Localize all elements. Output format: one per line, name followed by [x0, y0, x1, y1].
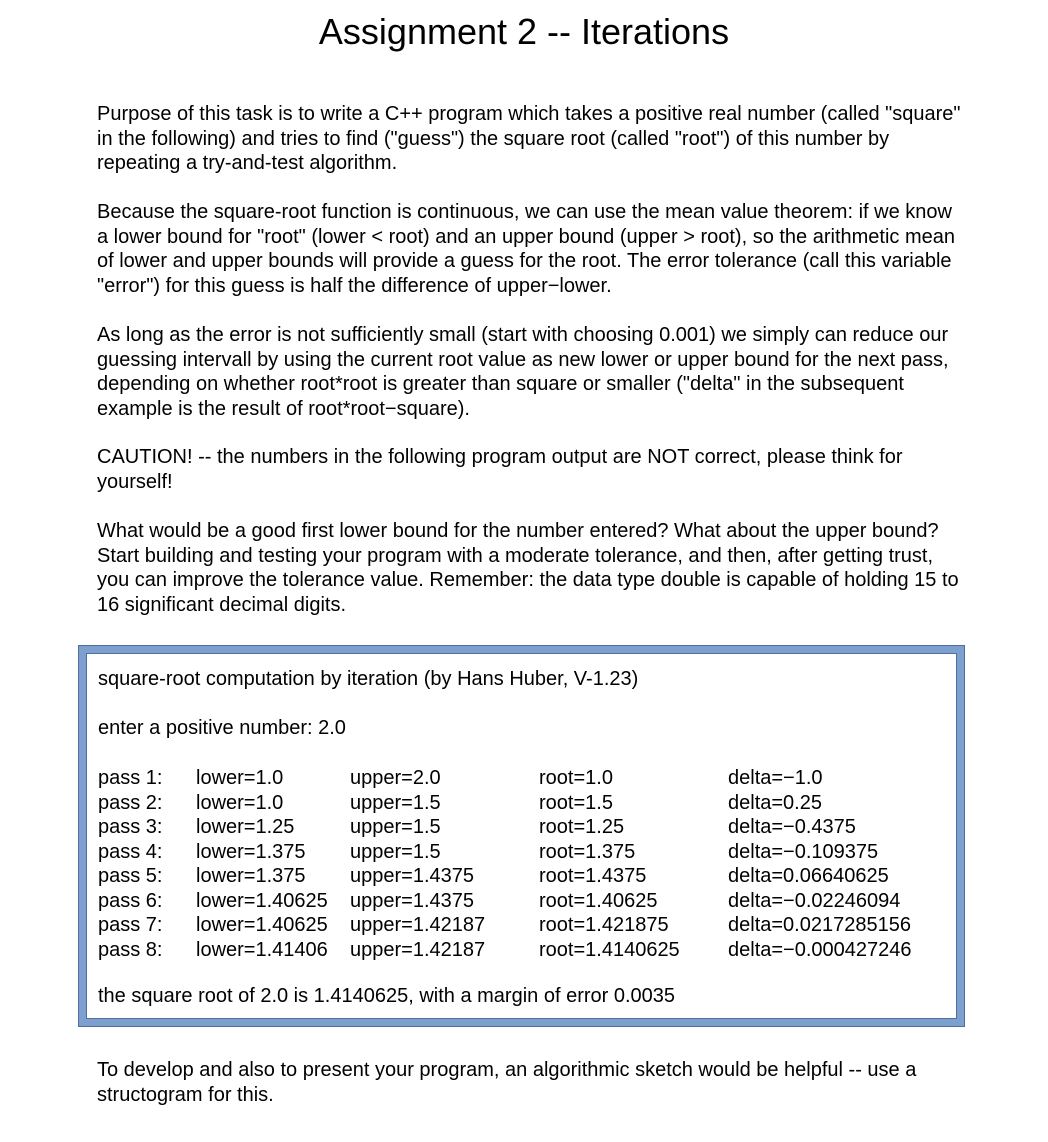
root-value: root=1.421875 [539, 914, 669, 936]
root-value: root=1.375 [539, 840, 636, 863]
program-output-frame [78, 645, 965, 1027]
console-prompt: enter a positive number: 2.0 [98, 717, 346, 739]
pass-label: pass 2: [98, 791, 163, 814]
delta-value: delta=0.0217285156 [728, 914, 911, 936]
root-value: root=1.5 [539, 791, 613, 814]
lower-value: lower=1.0 [196, 791, 284, 814]
lower-value: lower=1.375 [196, 840, 306, 863]
table-row [98, 791, 938, 816]
pass-label: pass 3: [98, 816, 163, 838]
upper-value: upper=1.5 [350, 816, 441, 838]
upper-value: upper=1.42187 [350, 914, 486, 936]
lower-value: lower=1.25 [196, 816, 295, 838]
delta-value: delta=0.25 [728, 791, 822, 814]
pass-label: pass 6: [98, 889, 163, 912]
lower-value: lower=1.0 [196, 767, 284, 789]
delta-value: delta=0.06640625 [728, 865, 889, 887]
program-output-box [86, 653, 957, 1019]
pass-label: pass 1: [98, 767, 163, 789]
paragraph-hints: What would be a good first lower bound for the number entered? What about the upper bound? Start building and testing your program with a moderate tolerance, and then, after getting trust, you can improve the tolerance value. Remember: the data type double is capable of holding 15 to 16 significant decimal digits. [97, 520, 959, 616]
paragraph-mean-value: Because the square-root function is continuous, we can use the mean value theorem: if we know a lower bound for "root" (lower < root) and an upper bound (upper > root), so the arithmetic mean of lower and upper bounds will provide a guess for the root. The error tolerance (call this variable "error") for this guess is half the difference of upper−lower. [97, 201, 956, 297]
lower-value: lower=1.41406 [196, 938, 328, 961]
table-row [98, 815, 938, 840]
table-row [98, 840, 938, 865]
table-row [98, 864, 938, 889]
table-row [98, 913, 938, 938]
upper-value: upper=1.5 [350, 840, 441, 863]
table-row [98, 938, 938, 963]
console-header: square-root computation by iteration (by Hans Huber, V-1.23) [98, 668, 639, 690]
pass-table [98, 766, 938, 962]
paragraph-caution: CAUTION! -- the numbers in the following program output are NOT correct, please think for yourself! [97, 446, 903, 493]
pass-label: pass 8: [98, 938, 163, 961]
pass-label: pass 5: [98, 865, 163, 887]
root-value: root=1.25 [539, 816, 625, 838]
lower-value: lower=1.40625 [196, 889, 328, 912]
paragraph-structogram: To develop and also to present your program, an algorithmic sketch would be helpful -- use a structogram for this. [97, 1059, 917, 1106]
delta-value: delta=−0.109375 [728, 840, 879, 863]
upper-value: upper=2.0 [350, 767, 441, 789]
pass-label: pass 4: [98, 840, 163, 863]
paragraph-error-loop: As long as the error is not sufficiently small (start with choosing 0.001) we simply can reduce our guessing intervall by using the current root value as new lower or upper bound for the next pass, depending on whether root*root is greater than square or smaller ("delta" in the subsequent example is the result of root*root−square). [97, 324, 949, 420]
console-result: the square root of 2.0 is 1.4140625, with a margin of error 0.0035 [98, 985, 676, 1007]
paragraph-purpose: Purpose of this task is to write a C++ program which takes a positive real number (called "square" in the following) and tries to find ("guess") the square root (called "root") of this number by repeating a try-and-test algorithm. [97, 103, 961, 174]
upper-value: upper=1.42187 [350, 938, 486, 961]
upper-value: upper=1.4375 [350, 865, 475, 887]
table-row [98, 889, 938, 914]
pass-label: pass 7: [98, 914, 163, 936]
delta-value: delta=−1.0 [728, 767, 823, 789]
root-value: root=1.40625 [539, 889, 658, 912]
root-value: root=1.0 [539, 767, 613, 789]
delta-value: delta=−0.000427246 [728, 938, 912, 961]
upper-value: upper=1.4375 [350, 889, 475, 912]
page-title: Assignment 2 -- Iterations [318, 11, 730, 52]
delta-value: delta=−0.02246094 [728, 889, 901, 912]
lower-value: lower=1.375 [196, 865, 306, 887]
root-value: root=1.4375 [539, 865, 647, 887]
root-value: root=1.4140625 [539, 938, 680, 961]
upper-value: upper=1.5 [350, 791, 441, 814]
delta-value: delta=−0.4375 [728, 816, 856, 838]
table-row [98, 766, 938, 791]
lower-value: lower=1.40625 [196, 914, 328, 936]
